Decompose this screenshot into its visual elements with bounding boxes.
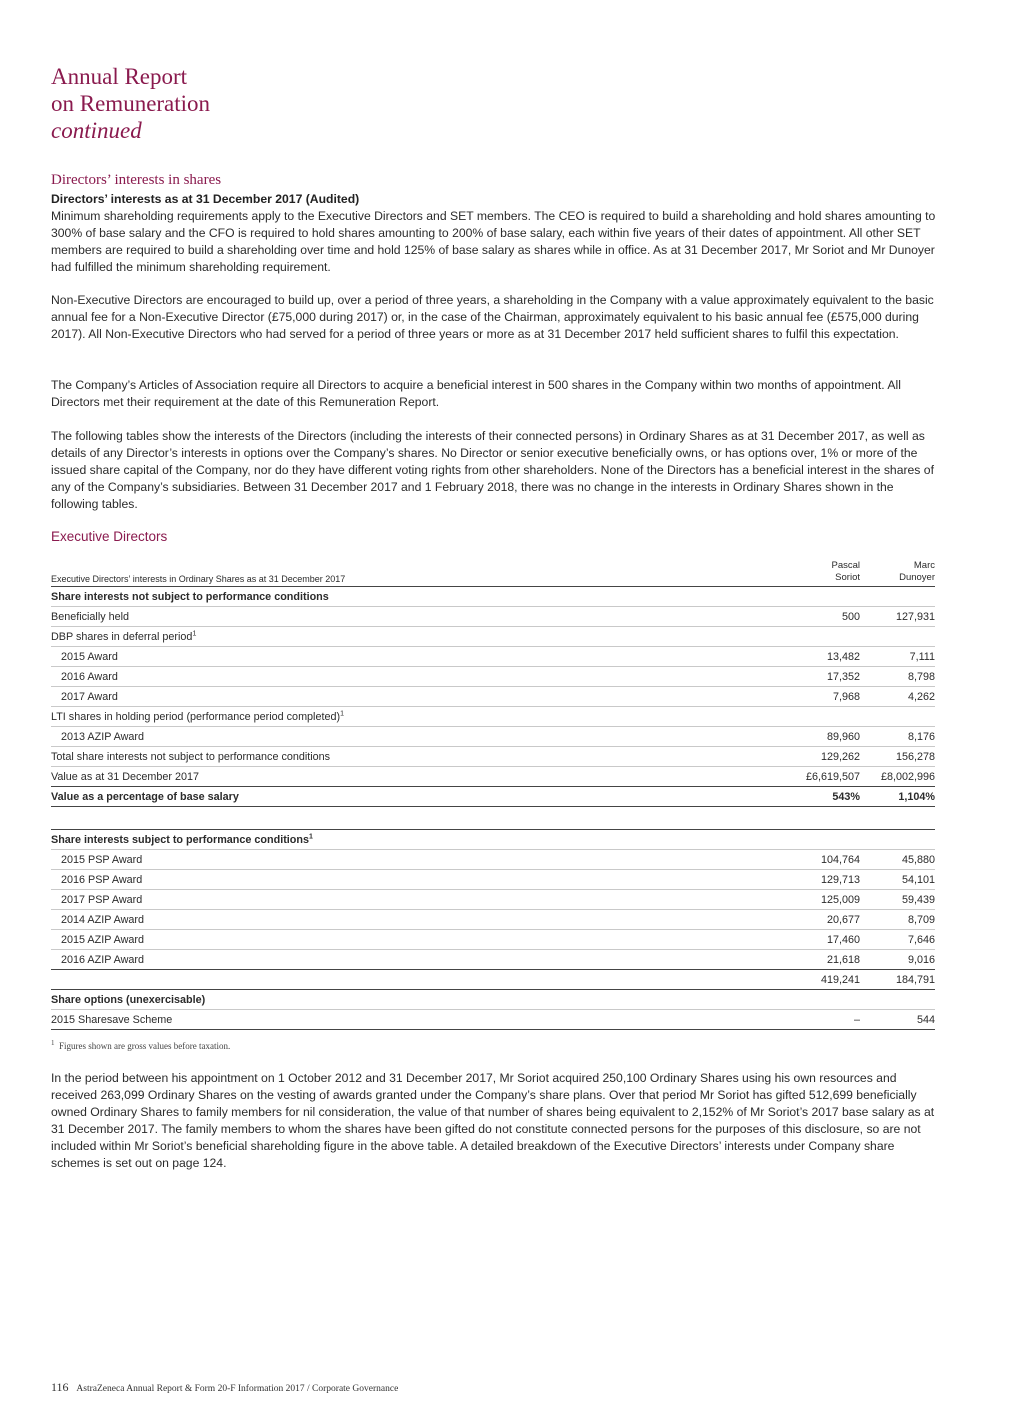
table-row [51, 990, 935, 1010]
soriot-value: 500 [785, 607, 860, 627]
soriot-value: 21,618 [785, 950, 860, 970]
table-caption: Executive Directors’ interests in Ordinary Shares as at 31 December 2017 [51, 560, 785, 587]
soriot-value: £6,619,507 [785, 767, 860, 787]
dunoyer-value: 156,278 [860, 747, 935, 767]
title-continued: continued [51, 118, 142, 143]
dunoyer-value: 59,439 [860, 890, 935, 910]
table-row [51, 647, 935, 667]
table-header-row [51, 560, 935, 587]
soriot-value: 129,713 [785, 870, 860, 890]
section-heading: Directors’ interests in shares [51, 172, 222, 188]
dunoyer-value [860, 830, 935, 850]
row-label: 2014 AZIP Award [51, 910, 785, 930]
table-row [51, 787, 935, 807]
soriot-value: 89,960 [785, 727, 860, 747]
row-label [51, 627, 785, 647]
dunoyer-value [860, 627, 935, 647]
column-header-dunoyer-line1: Marc [913, 560, 935, 571]
paragraph-soriot-shareholding: In the period between his appointment on 1 October 2012 and 31 December 2017, Mr Soriot acquired 250,100 Ordinary Shares using his own resources and received 263,099 Ordinary Shares on the vesting of awards granted under the Company’s share plans. Over that period Mr Soriot has gifted 512,699 beneficially owned Ordinary Shares to family members for nil consideration, the value of that number of shares being equivalent to 2,152% of Mr Soriot’s 2017 base salary as at 31 December 2017. The family members to whom the shares have been gifted do not constitute connected persons for the purposes of this disclosure, so are not included within Mr Soriot’s beneficial shareholding figure in the above table. A detailed breakdown of the Executive Directors’ interests under Company share schemes is set out on page 124. [51, 1071, 935, 1170]
row-label: Value as a percentage of base salary [51, 787, 785, 807]
table-row [51, 850, 935, 870]
title-line-2: on Remuneration [51, 91, 211, 116]
soriot-value: 13,482 [785, 647, 860, 667]
table-row [51, 870, 935, 890]
row-label: 2015 AZIP Award [51, 930, 785, 950]
soriot-value: – [785, 1010, 860, 1030]
row-label: 2017 Award [51, 687, 785, 707]
soriot-value [785, 587, 860, 607]
dunoyer-value: 9,016 [860, 950, 935, 970]
soriot-value [785, 990, 860, 1010]
executive-directors-share-table [51, 560, 935, 1030]
row-label: 2016 AZIP Award [51, 950, 785, 970]
table-row [51, 1010, 935, 1030]
soriot-value: 7,968 [785, 687, 860, 707]
soriot-value: 20,677 [785, 910, 860, 930]
page-footer [51, 1380, 398, 1395]
row-label: 2017 PSP Award [51, 890, 785, 910]
column-header-soriot-line2: Soriot [835, 572, 860, 583]
row-label [51, 707, 785, 727]
row-label: 2013 AZIP Award [51, 727, 785, 747]
row-label-text: Share interests subject to performance conditions [51, 833, 309, 846]
footnote-marker: 1 [192, 629, 197, 637]
title-line-1: Annual Report [51, 64, 188, 89]
soriot-total: 419,241 [785, 970, 860, 990]
row-label: 2015 Sharesave Scheme [51, 1010, 785, 1030]
column-header-dunoyer [860, 560, 935, 587]
dunoyer-value [860, 587, 935, 607]
table-row [51, 607, 935, 627]
soriot-value [785, 707, 860, 727]
row-label: Beneficially held [51, 607, 785, 627]
table-row [51, 747, 935, 767]
row-label: Total share interests not subject to performance conditions [51, 747, 785, 767]
table-row [51, 910, 935, 930]
subheading: Directors’ interests as at 31 December 2017 (Audited) [51, 192, 360, 206]
row-label: Share interests not subject to performance conditions [51, 587, 785, 607]
row-label: 2016 PSP Award [51, 870, 785, 890]
row-label: Share options (unexercisable) [51, 990, 785, 1010]
table-row [51, 930, 935, 950]
executive-directors-heading: Executive Directors [51, 529, 168, 544]
dunoyer-value: £8,002,996 [860, 767, 935, 787]
dunoyer-value: 1,104% [860, 787, 935, 807]
soriot-value [785, 830, 860, 850]
row-label: 2016 Award [51, 667, 785, 687]
row-label: 2015 Award [51, 647, 785, 667]
dunoyer-value: 127,931 [860, 607, 935, 627]
row-label [51, 830, 785, 850]
soriot-value: 125,009 [785, 890, 860, 910]
paragraph-articles-of-association: The Company’s Articles of Association require all Directors to acquire a beneficial interest in 500 shares in the Company within two months of appointment. All Directors met their requirement at the date of this Remuneration Report. [51, 378, 901, 409]
table-row [51, 767, 935, 787]
dunoyer-value: 7,646 [860, 930, 935, 950]
row-label-text: DBP shares in deferral period [51, 630, 193, 643]
footer-text: AstraZeneca Annual Report & Form 20-F Information 2017 / Corporate Governance [76, 1384, 399, 1394]
dunoyer-value: 8,176 [860, 727, 935, 747]
dunoyer-total: 184,791 [860, 970, 935, 990]
table-row [51, 950, 935, 970]
table-row [51, 667, 935, 687]
table-spacer-row [51, 807, 935, 830]
dunoyer-value: 544 [860, 1010, 935, 1030]
dunoyer-value: 7,111 [860, 647, 935, 667]
footnote-marker: 1 [309, 832, 313, 840]
row-label: 2015 PSP Award [51, 850, 785, 870]
soriot-value: 17,352 [785, 667, 860, 687]
footnote-marker: 1 [340, 709, 344, 717]
dunoyer-value: 54,101 [860, 870, 935, 890]
column-header-soriot-line1: Pascal [831, 560, 860, 571]
paragraph-non-executive-directors: Non-Executive Directors are encouraged to build up, over a period of three years, a shareholding in the Company with a value approximately equivalent to the basic annual fee for a Non-Executive Director (£75,000 during 2017) or, in the case of the Chairman, approximately equivalent to his basic annual fee (£575,000 during 2017). All Non-Executive Directors who had served for a period of three years or more as at 31 December 2017 held sufficient shares to fulfil this expectation. [51, 293, 934, 341]
footnote-text: Figures shown are gross values before taxation. [59, 1041, 231, 1051]
dunoyer-value [860, 990, 935, 1010]
soriot-value: 543% [785, 787, 860, 807]
table-row [51, 627, 935, 647]
row-label [51, 970, 785, 990]
column-header-soriot [785, 560, 860, 587]
footnote-number: 1 [51, 1039, 55, 1047]
soriot-value: 104,764 [785, 850, 860, 870]
column-header-dunoyer-line2: Dunoyer [899, 572, 935, 583]
page-title [51, 63, 451, 144]
table-row [51, 687, 935, 707]
row-label: Value as at 31 December 2017 [51, 767, 785, 787]
dunoyer-value: 45,880 [860, 850, 935, 870]
soriot-value [785, 627, 860, 647]
paragraph-tables-intro: The following tables show the interests of the Directors (including the interests of their connected persons) in Ordinary Shares as at 31 December 2017, as well as details of any Director’s interests in options over the Company’s shares. No Director or senior executive beneficially owns, or has options over, 1% or more of the issued share capital of the Company, nor do they have different voting rights from other shareholders. None of the Directors has a beneficial interest in the shares of any of the Company’s subsidiaries. Between 31 December 2017 and 1 February 2018, there was no change in the interests in Ordinary Shares shown in the following tables. [51, 429, 934, 511]
table-total-row [51, 970, 935, 990]
footnote [51, 1041, 230, 1051]
table-row [51, 890, 935, 910]
table-row [51, 587, 935, 607]
table-row [51, 830, 935, 850]
table-row [51, 727, 935, 747]
dunoyer-value: 4,262 [860, 687, 935, 707]
paragraph-shareholding-requirements: Minimum shareholding requirements apply to the Executive Directors and SET members. The CEO is required to build a shareholding and hold shares amounting to 300% of base salary and the CFO is required to hold shares amounting to 200% of base salary, each within five years of their dates of appointment. All other SET members are required to build a shareholding over time and hold 125% of base salary as shares while in office. As at 31 December 2017, Mr Soriot and Mr Dunoyer had fulfilled the minimum shareholding requirement. [51, 209, 936, 274]
dunoyer-value: 8,709 [860, 910, 935, 930]
page-number: 116 [51, 1380, 69, 1394]
row-label-text: LTI shares in holding period (performance period completed) [51, 710, 341, 723]
dunoyer-value [860, 707, 935, 727]
soriot-value: 17,460 [785, 930, 860, 950]
table-row [51, 707, 935, 727]
dunoyer-value: 8,798 [860, 667, 935, 687]
soriot-value: 129,262 [785, 747, 860, 767]
